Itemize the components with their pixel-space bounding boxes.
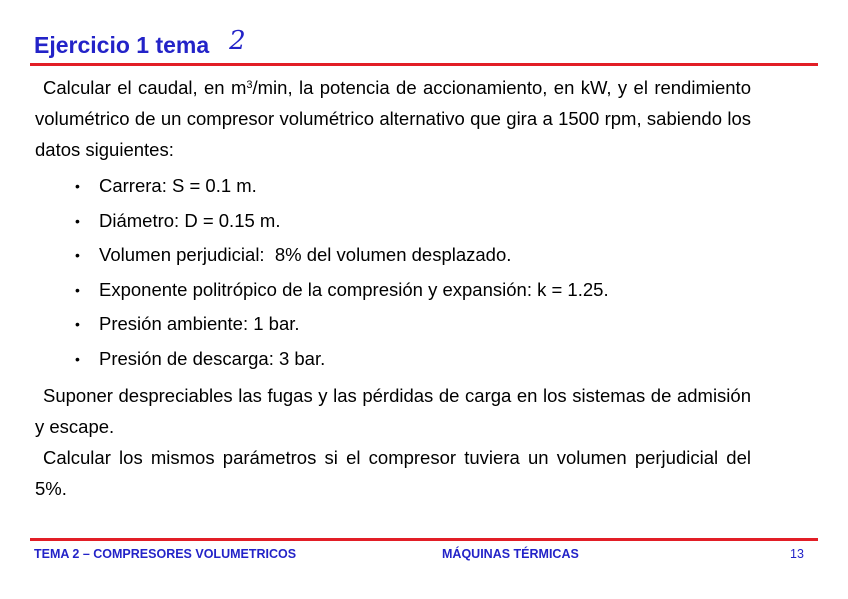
list-item-text: Exponente politrópico de la compresión y expansión: k = 1.25.: [99, 278, 609, 300]
list-item: [35, 273, 751, 308]
list-item-text: Presión de descarga: 3 bar.: [99, 347, 326, 369]
list-item-text: Diámetro: D = 0.15 m.: [99, 209, 281, 231]
list-item: [35, 169, 751, 204]
bullet-icon: •: [75, 350, 80, 367]
bullet-icon: •: [75, 281, 80, 298]
list-item: [35, 342, 751, 377]
list-item-text: Presión ambiente: 1 bar.: [99, 313, 300, 334]
list-item: [35, 238, 751, 273]
list-item: [35, 204, 751, 239]
slide-header: [34, 26, 246, 64]
intro-text-start: Calcular el caudal, en m: [43, 77, 247, 98]
bullet-icon: •: [75, 316, 80, 332]
intro-text-rest: /min, la potencia de accionamiento, en kW, y el rendimiento volumétrico de un compresor volumétrico alternativo que gira a 1500 rpm, sabiendo los datos siguientes:: [35, 77, 751, 160]
list-item-text: Carrera: S = 0.1 m.: [99, 175, 257, 196]
bullet-icon: •: [75, 212, 80, 229]
page-number: 13: [790, 547, 804, 561]
superscript-exponent: 3: [246, 79, 253, 91]
bullet-icon: •: [75, 178, 80, 194]
footer-divider: [30, 538, 818, 541]
footer-course-topic: TEMA 2 – COMPRESORES VOLUMETRICOS: [34, 547, 297, 561]
intro-paragraph: [35, 72, 751, 165]
slide-title: Ejercicio 1 tema: [34, 32, 210, 58]
second-case-paragraph: Calcular los mismos parámetros si el compresor tuviera un volumen perjudicial del 5%.: [35, 447, 751, 499]
data-list: [35, 169, 751, 376]
assumptions-paragraph: Suponer despreciables las fugas y las pérdidas de carga en los sistemas de admisión y escape.: [35, 385, 751, 437]
list-item-text: Volumen perjudicial: 8% del volumen desplazado.: [99, 244, 512, 265]
handwritten-topic-number: 2: [229, 26, 246, 56]
footer-subject: MÁQUINAS TÉRMICAS: [442, 547, 579, 561]
bullet-icon: •: [75, 247, 80, 263]
slide-body: [35, 72, 751, 504]
list-item: [35, 307, 751, 342]
header-divider: [30, 63, 818, 66]
